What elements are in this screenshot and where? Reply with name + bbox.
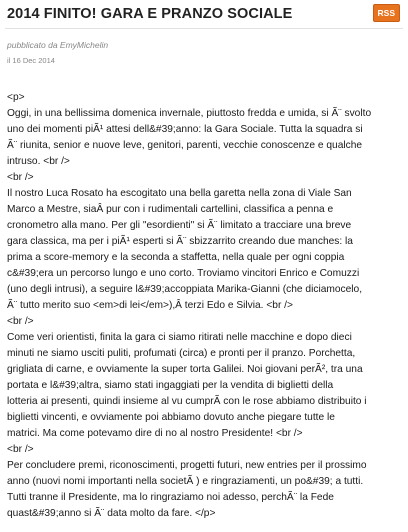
body-line: portata e l&#39;altra, siamo stati ingaggiati per la vendita di biglietti della bbox=[7, 380, 334, 391]
body-line: (uno degli intrusi), a seguire l&#39;accoppiata Marika-Gianni (che diciamocelo, bbox=[7, 284, 363, 295]
body-line: cronometro alla mano. Per gli "esordienti" si Ã¨ limitato a tracciare una breve bbox=[7, 220, 352, 231]
body-line: minuti ne siamo usciti puliti, profumati (circa) e pronti per il pranzo. Porchetta, bbox=[7, 348, 356, 359]
body-line: Per concludere premi, riconoscimenti, progetti futuri, new entries per il prossimo bbox=[7, 460, 367, 471]
body-line: quast&#39;anno si Ã¨ data molto da fare. </p> bbox=[7, 508, 216, 519]
body-line: <br /> bbox=[7, 316, 34, 327]
body-line: Ã¨ tutto merito suo <em>di lei</em>),Â terzi Edo e Silvia. <br /> bbox=[7, 300, 293, 311]
body-line: Tutti tranne il Presidente, ma lo ringraziamo noi adesso, perchÃ¨ la Fede bbox=[7, 492, 334, 503]
post-header bbox=[5, 0, 403, 29]
body-line: matrici. Ma come potevamo dire di no al nostro Presidente! <br /> bbox=[7, 428, 303, 439]
body-line: gara classica, ma per i piÃ¹ esperti si Ã¨ sbizzarrito creando due manches: la bbox=[7, 236, 353, 247]
body-line: Oggi, in una bellissima domenica invernale, piuttosto fredda e umida, si Ã¨ svolto bbox=[7, 108, 372, 119]
body-line: prima a score-memory e la seconda a staffetta, nella quale per ogni coppia bbox=[7, 252, 345, 263]
post-date: il 16 Dec 2014 bbox=[7, 56, 55, 65]
post-title[interactable]: 2014 FINITO! GARA E PRANZO SOCIALE bbox=[7, 6, 293, 22]
body-line: Come veri orientisti, finita la gara ci siamo ritirati nelle macchine e dopo dieci bbox=[7, 332, 352, 343]
body-line: Marco a Mestre, siaÂ pur con i rudimentali cartellini, classifica a penna e bbox=[7, 204, 334, 215]
body-line: biglietti vincenti, e ovviamente poi abbiamo dovuto anche piegare tutte le bbox=[7, 412, 335, 423]
body-line: Il nostro Luca Rosato ha escogitato una bella garetta nella zona di Viale San bbox=[7, 188, 352, 199]
post-byline: pubblicato da EmyMichelin bbox=[7, 40, 109, 50]
body-line: <br /> bbox=[7, 444, 34, 455]
body-line: lotteria ai presenti, quindi insieme al vu cumprÃ con le rose abbiamo distribuito i bbox=[7, 396, 367, 407]
post-body bbox=[7, 90, 399, 522]
body-line: uno dei momenti piÃ¹ attesi dell&#39;anno: la Gara Sociale. Tutta la squadra si bbox=[7, 124, 363, 135]
body-line: c&#39;era un percorso lungo e uno corto. Troviamo vincitori Enrico e Comuzzi bbox=[7, 268, 360, 279]
body-line: Ã¨ riunita, senior e nuove leve, genitori, parenti, vecchie conoscenze e qualche bbox=[7, 140, 363, 151]
body-line: grigliata di carne, e ovviamente la super torta Galilei. Noi giovani perÃ², tra una bbox=[7, 364, 363, 375]
body-line: anno (nuovi nomi importanti nella societÃ ) e ringraziamenti, un po&#39; a tutti. bbox=[7, 476, 364, 487]
rss-feed-button[interactable]: RSS bbox=[373, 4, 400, 22]
body-line: intruso. <br /> bbox=[7, 156, 70, 167]
body-line: <p> bbox=[7, 92, 25, 103]
body-line: <br /> bbox=[7, 172, 34, 183]
